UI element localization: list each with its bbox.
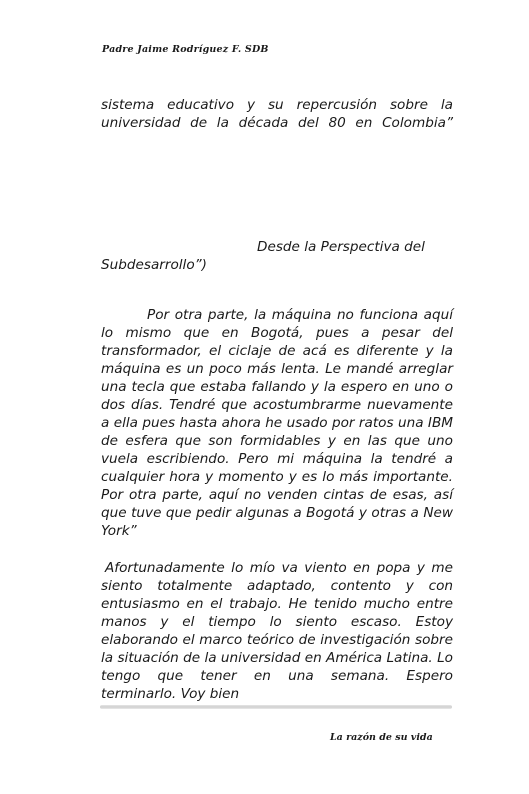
running-header: Padre Jaime Rodríguez F. SDB [102,44,269,55]
running-footer: La razón de su vida [330,732,433,743]
paragraph-3: Por otra parte, la máquina no funciona aquí lo mismo que en Bogotá, pues a pesar del transformador, el ciclaje de acá es diferente y la máquina es un poco más lenta. Le mandé arreglar una tecla que estaba fallando y la espero en uno o dos días. Tendré que acostumbrarme nuevamente a ella pues hasta ahora he usado por ratos una IBM de esfera que son formidables y en las que uno vuela escribiendo. Pero mi máquina la tendré a cualquier hora y momento y es lo más importante. Por otra parte, aquí no venden cintas de esas, así que tuve que pedir algunas a Bogotá y otras a New York” [101,307,453,539]
paragraph-1: sistema educativo y su repercusión sobre la universidad de la década del 80 en Colombia” [101,97,453,131]
footer-divider [100,705,452,709]
paragraph-2 [101,238,453,274]
paragraph-4: Afortunadamente lo mío va viento en popa y me siento totalmente adaptado, contento y con entusiasmo en el trabajo. He tenido mucho entre manos y el tiempo lo siento escaso. Estoy elaborando el marco teórico de investigación sobre la situación de la universidad en América Latina. Lo tengo que tener en una semana. Espero terminarlo. Voy bien [101,560,453,702]
paragraph-2-rest: Subdesarrollo”) [101,257,207,273]
paragraph-2-lead: Desde la Perspectiva del [257,239,425,255]
